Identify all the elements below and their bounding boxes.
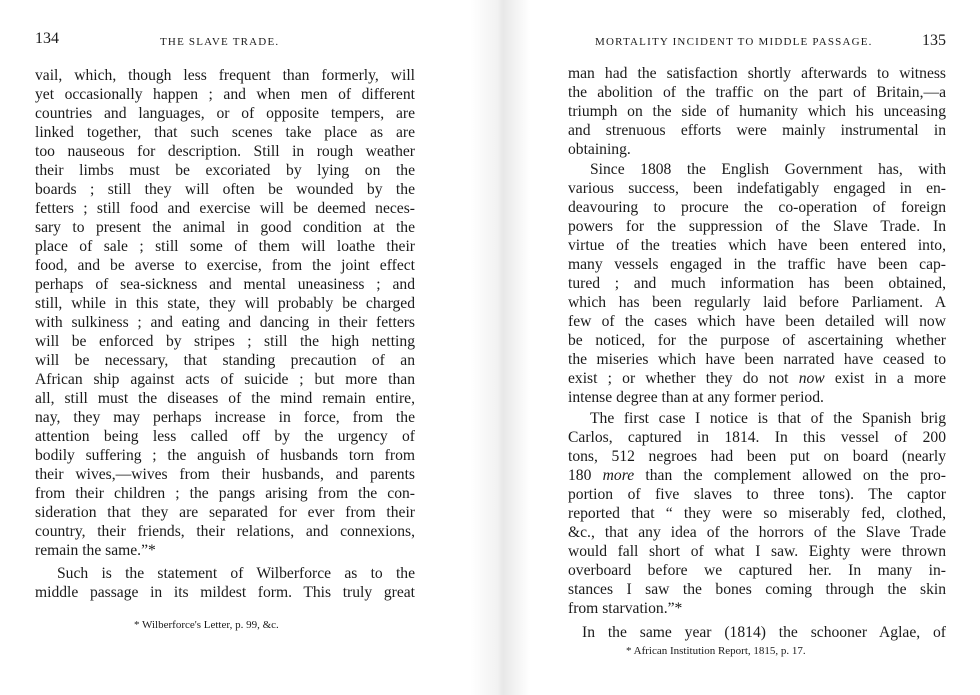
text-line: stances I saw the bones coming through the skin [568, 581, 946, 598]
left-page [0, 0, 480, 695]
left-running-head: THE SLAVE TRADE. [160, 36, 280, 48]
text-line: triumph on the side of humanity which his unceasing [568, 103, 946, 120]
text-line: food, and be averse to exercise, from the joint effect [35, 257, 415, 274]
text-line: intense degree than at any former period. [568, 389, 824, 406]
text-line: tured ; and much information has been obtained, [568, 275, 946, 292]
text-line: few of the cases which have been detailed will now [568, 313, 946, 330]
text-line: countries and languages, or of opposite tempers, are [35, 105, 415, 122]
text-line: the abolition of the traffic on the part of Britain,—a [568, 84, 946, 101]
right-footnote: * African Institution Report, 1815, p. 17. [626, 645, 806, 657]
text-line: still, while in this state, they will probably be charged [35, 295, 415, 312]
text-line: tons, 512 negroes had been put on board (nearly [568, 448, 946, 465]
text-line: sary to present the animal in good condition at the [35, 219, 415, 236]
text-line: 180 more than the complement allowed on the pro- [568, 467, 946, 484]
left-footnote: * Wilberforce's Letter, p. 99, &c. [134, 619, 279, 631]
text-line: Such is the statement of Wilberforce as to the [57, 565, 415, 582]
text-line: virtue of the treaties which have been entered into, [568, 237, 946, 254]
text-line: portion of five slaves to three tons). The captor [568, 486, 946, 503]
text-line: deavouring to procure the co-operation of foreign [568, 199, 946, 216]
text-line: their limbs must be excoriated by lying on the [35, 162, 415, 179]
text-line: which has been regularly laid before Parliament. A [568, 294, 946, 311]
text-line: place of sale ; still some of them will loathe their [35, 238, 415, 255]
text-line: will be necessary, that standing precaution of an [35, 352, 415, 369]
text-line: Carlos, captured in 1814. In this vessel of 200 [568, 429, 946, 446]
text-line: African ship against acts of suicide ; but more than [35, 371, 415, 388]
text-line: and strenuous efforts were mainly instrumental in [568, 122, 946, 139]
text-line: would fall short of what I saw. Eighty were thrown [568, 543, 946, 560]
text-line: many vessels engaged in the traffic have been cap- [568, 256, 946, 273]
text-line: Since 1808 the English Government has, with [590, 161, 946, 178]
text-line: their wives,—wives from their husbands, and parents [35, 466, 415, 483]
text-line: reported that “ they were so miserably fed, clothed, [568, 505, 946, 522]
text-line: perhaps of sea-sickness and mental uneasiness ; and [35, 276, 415, 293]
text-line: obtaining. [568, 141, 631, 158]
text-line: attention being less called off by the urgency of [35, 428, 415, 445]
text-line: boards ; still they will often be wounded by the [35, 181, 415, 198]
text-line: all, still must the diseases of the mind remain entire, [35, 390, 415, 407]
text-line: with sulkiness ; and eating and dancing in their fetters [35, 314, 415, 331]
text-line: man had the satisfaction shortly afterwards to witness [568, 65, 946, 82]
left-page-number: 134 [35, 30, 59, 47]
text-line: &c., that any idea of the horrors of the Slave Trade [568, 524, 946, 541]
text-line: too nauseous for description. Still in rough weather [35, 143, 415, 160]
text-line: from starvation.”* [568, 600, 683, 617]
text-line: yet occasionally happen ; and when men of different [35, 86, 415, 103]
text-line: bodily suffering ; the anguish of husbands torn from [35, 447, 415, 464]
text-line: will be enforced by stripes ; still the high netting [35, 333, 415, 350]
text-line: fetters ; still food and exercise will be deemed neces- [35, 200, 415, 217]
text-line: middle passage in its mildest form. This truly great [35, 584, 415, 601]
text-line: vail, which, though less frequent than formerly, will [35, 67, 415, 84]
text-line: nay, they may perhaps increase in force, from the [35, 409, 415, 426]
right-page-number: 135 [922, 32, 946, 49]
text-line: various success, been indefatigably engaged in en- [568, 180, 946, 197]
text-line: be noticed, for the purpose of ascertaining whether [568, 332, 946, 349]
text-line: remain the same.”* [35, 542, 156, 559]
text-line: the miseries which have been narrated have ceased to [568, 351, 946, 368]
text-line: from their children ; the pangs arising from the con- [35, 485, 415, 502]
text-line: powers for the suppression of the Slave Trade. In [568, 218, 946, 235]
text-line: exist ; or whether they do not now exist in a more [568, 370, 947, 387]
text-line: In the same year (1814) the schooner Aglae, of [582, 624, 946, 641]
right-page [505, 0, 980, 695]
text-line: linked together, that such scenes take place as are [35, 124, 415, 141]
text-line: overboard before we captured her. In many in- [568, 562, 946, 579]
text-line: The first case I notice is that of the Spanish brig [590, 410, 946, 427]
text-line: country, their friends, their relations, and connexions, [35, 523, 415, 540]
right-running-head: MORTALITY INCIDENT TO MIDDLE PASSAGE. [595, 36, 873, 48]
text-line: sideration that they are separated for ever from their [35, 504, 415, 521]
